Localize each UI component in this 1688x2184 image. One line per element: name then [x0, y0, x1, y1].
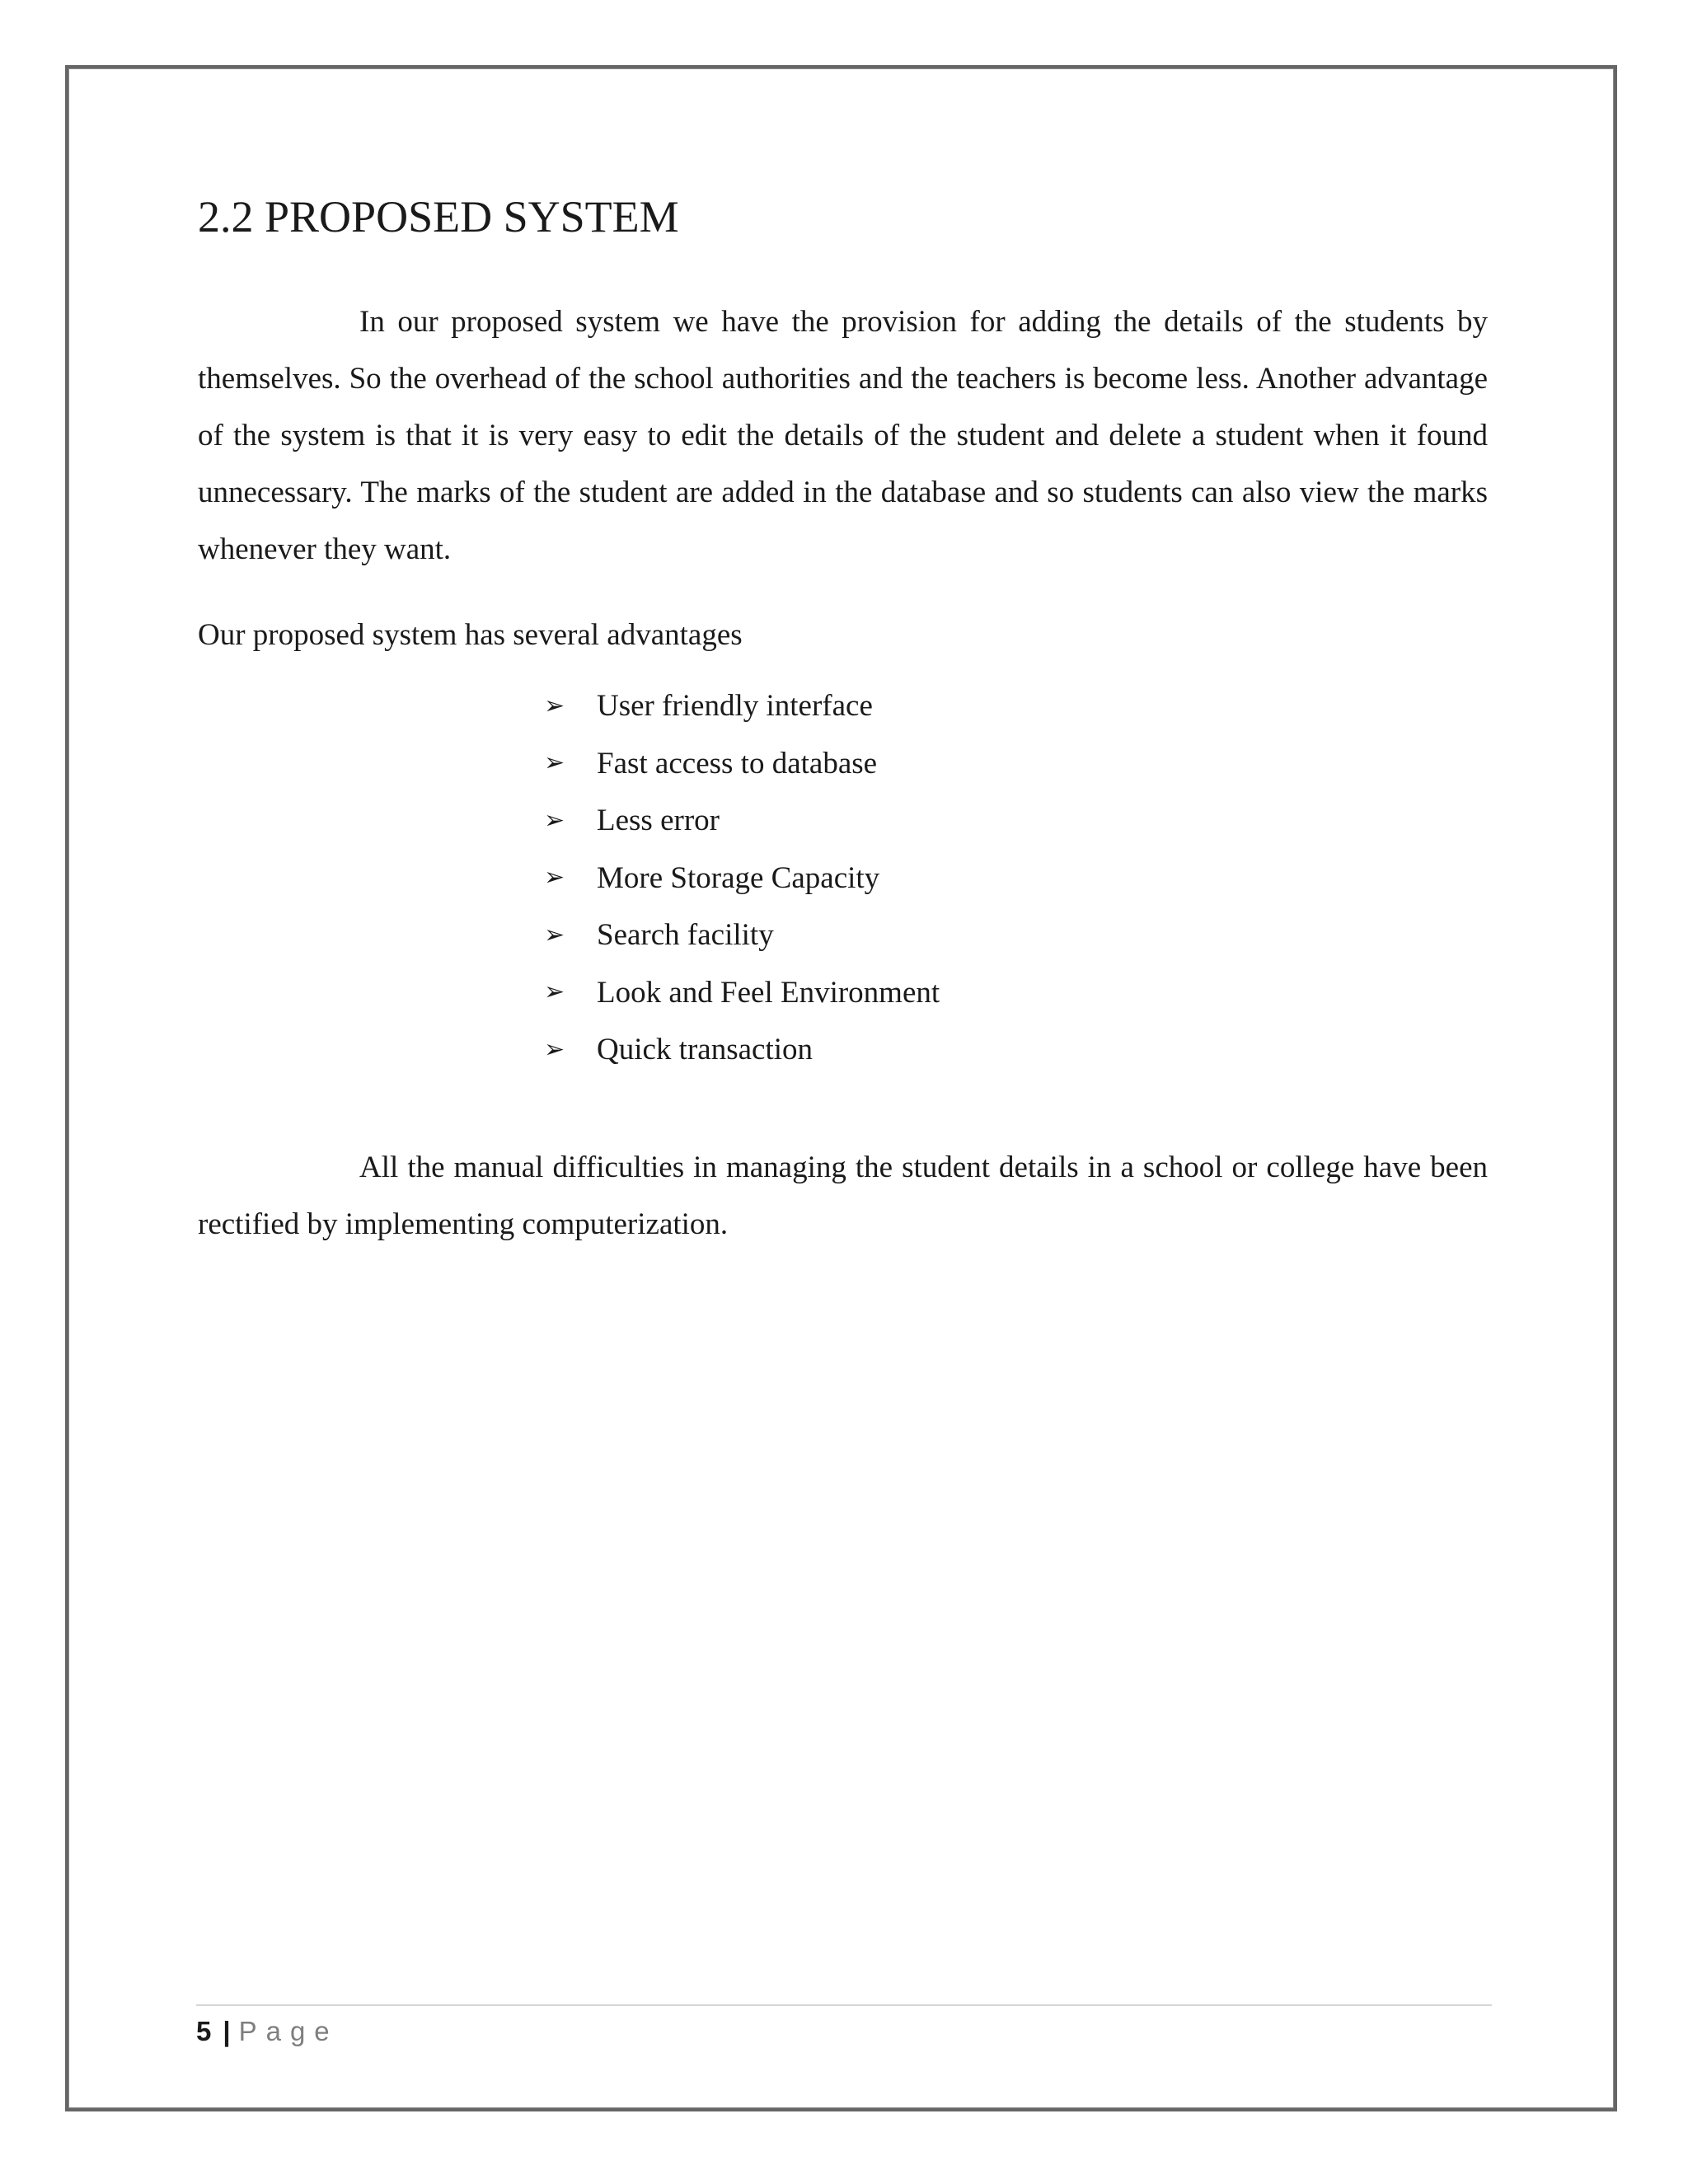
- section-heading: 2.2 PROPOSED SYSTEM: [198, 192, 679, 241]
- list-item: [544, 1021, 940, 1079]
- list-item-text: Quick transaction: [597, 1033, 813, 1067]
- list-item-text: More Storage Capacity: [597, 860, 880, 895]
- arrowhead-bullet-icon: ➢: [544, 920, 565, 949]
- arrowhead-bullet-icon: ➢: [544, 691, 565, 720]
- list-item-text: User friendly interface: [597, 689, 873, 724]
- page-number: 5: [196, 2016, 212, 2046]
- list-item-text: Less error: [597, 804, 720, 838]
- list-item: [544, 964, 940, 1022]
- arrowhead-bullet-icon: ➢: [544, 977, 565, 1007]
- advantages-list: [544, 677, 940, 1079]
- list-item: [544, 792, 940, 850]
- list-item: [544, 907, 940, 964]
- list-item-text: Fast access to database: [597, 746, 878, 780]
- advantages-intro: Our proposed system has several advantages: [198, 618, 743, 652]
- footer-divider: [196, 2004, 1492, 2006]
- page-footer: [196, 2013, 339, 2050]
- arrowhead-bullet-icon: ➢: [544, 863, 565, 893]
- conclusion-paragraph: All the manual difficulties in managing the student details in a school or college have been rectified by implementing computerization.: [198, 1151, 1488, 1241]
- list-item: [544, 850, 940, 907]
- arrowhead-bullet-icon: ➢: [544, 748, 565, 778]
- list-item: [544, 735, 940, 793]
- arrowhead-bullet-icon: ➢: [544, 805, 565, 835]
- intro-paragraph: In our proposed system we have the provision for adding the details of the students by themselves. So the overhead of the school authorities and the teachers is become less. Another advantage of the system is that it is very easy to edit the details of the student and delete a student when it found unnecessary. The marks of the student are added in the database and so students can also view the marks whenever they want.: [198, 305, 1488, 566]
- list-item-text: Search facility: [597, 918, 774, 953]
- footer-separator: |: [223, 2016, 231, 2046]
- list-item-text: Look and Feel Environment: [597, 975, 940, 1010]
- arrowhead-bullet-icon: ➢: [544, 1034, 565, 1064]
- list-item: [544, 677, 940, 735]
- page-label: Page: [238, 2016, 339, 2046]
